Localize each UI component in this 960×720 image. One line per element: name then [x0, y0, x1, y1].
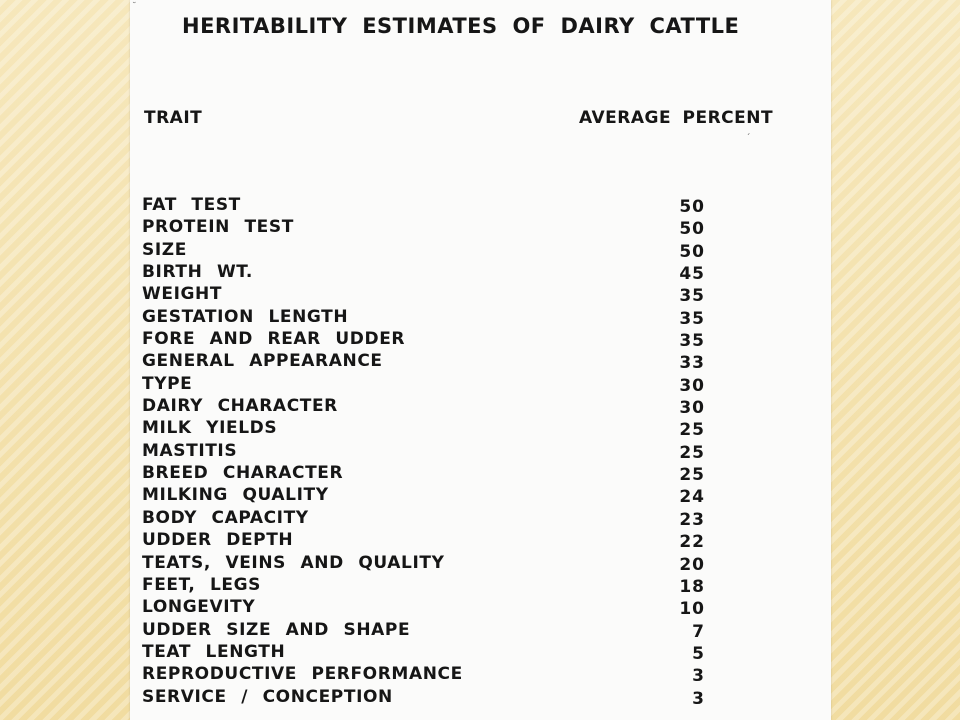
table-row — [130, 641, 831, 663]
table-row — [130, 552, 831, 574]
average-percent-value: 3 — [692, 666, 705, 687]
table-row — [130, 194, 831, 216]
table-row — [130, 507, 831, 529]
average-percent-value: 50 — [679, 197, 705, 217]
table-row — [130, 574, 831, 596]
trait-name: LONGEVITY — [142, 597, 256, 618]
trait-name: FORE AND REAR UDDER — [142, 329, 406, 350]
average-percent-value: 50 — [679, 241, 705, 262]
average-percent-value: 24 — [679, 487, 705, 508]
table-row — [130, 283, 831, 305]
trait-name: GENERAL APPEARANCE — [142, 351, 383, 372]
average-percent-value: 25 — [679, 465, 705, 486]
trait-name: BODY CAPACITY — [142, 507, 309, 528]
table-row — [130, 686, 831, 708]
average-percent-value: 5 — [692, 643, 705, 664]
document-title: HERITABILITY ESTIMATES OF DAIRY CATTLE — [182, 14, 740, 38]
average-percent-value: 35 — [679, 286, 705, 307]
average-percent-value: 23 — [679, 509, 705, 530]
trait-name: MASTITIS — [142, 440, 238, 461]
average-percent-value: 18 — [679, 576, 705, 597]
trait-name: FEET, LEGS — [142, 574, 262, 595]
average-percent-value: 25 — [679, 442, 705, 463]
trait-name: BIRTH WT. — [142, 262, 253, 283]
scan-speck: ˏ — [746, 126, 751, 136]
trait-name: BREED CHARACTER — [142, 463, 344, 484]
average-percent-value: 35 — [679, 308, 705, 329]
trait-name: UDDER DEPTH — [142, 530, 294, 551]
table-row — [130, 663, 831, 685]
trait-name: PROTEIN TEST — [142, 217, 294, 238]
table-row — [130, 462, 831, 484]
slide-background-left — [0, 0, 130, 720]
average-percent-value: 45 — [679, 264, 705, 285]
average-percent-value: 25 — [679, 420, 705, 441]
table-row — [130, 261, 831, 283]
trait-name: GESTATION LENGTH — [142, 306, 349, 327]
average-percent-value: 10 — [679, 599, 705, 620]
trait-name: MILKING QUALITY — [142, 485, 329, 506]
average-percent-value: 7 — [692, 621, 705, 642]
scan-speck: ˘ — [132, 2, 137, 12]
table-row — [130, 440, 831, 462]
table-row — [130, 373, 831, 395]
trait-name: MILK YIELDS — [142, 418, 278, 439]
trait-name: FAT TEST — [142, 195, 241, 215]
table-row — [130, 619, 831, 641]
trait-name: TEATS, VEINS AND QUALITY — [142, 552, 445, 573]
average-percent-value: 3 — [692, 688, 705, 709]
table-row — [130, 395, 831, 417]
average-percent-value: 33 — [679, 353, 705, 374]
average-percent-value: 50 — [679, 219, 705, 240]
table-row — [130, 484, 831, 506]
scanned-document — [130, 0, 831, 720]
trait-name: DAIRY CHARACTER — [142, 396, 338, 417]
table-row — [130, 328, 831, 350]
average-percent-value: 20 — [679, 554, 705, 575]
slide-background-right — [831, 0, 960, 720]
trait-name: WEIGHT — [142, 284, 223, 305]
average-percent-value: 22 — [679, 532, 705, 553]
table-row — [130, 596, 831, 618]
column-header-trait: TRAIT — [144, 108, 203, 128]
average-percent-value: 30 — [679, 398, 705, 419]
table-row — [130, 216, 831, 238]
average-percent-value: 30 — [679, 375, 705, 396]
table-row — [130, 306, 831, 328]
table-row — [130, 529, 831, 551]
average-percent-value: 35 — [679, 331, 705, 352]
trait-table — [130, 194, 831, 708]
trait-name: TYPE — [142, 373, 193, 394]
column-header-average-percent: AVERAGE PERCENT — [579, 108, 774, 128]
trait-name: UDDER SIZE AND SHAPE — [142, 619, 411, 640]
table-row — [130, 239, 831, 261]
trait-name: TEAT LENGTH — [142, 641, 286, 662]
table-row — [130, 417, 831, 439]
trait-name: REPRODUCTIVE PERFORMANCE — [142, 664, 463, 685]
table-row — [130, 350, 831, 372]
trait-name: SERVICE / CONCEPTION — [142, 686, 393, 707]
trait-name: SIZE — [142, 239, 187, 260]
